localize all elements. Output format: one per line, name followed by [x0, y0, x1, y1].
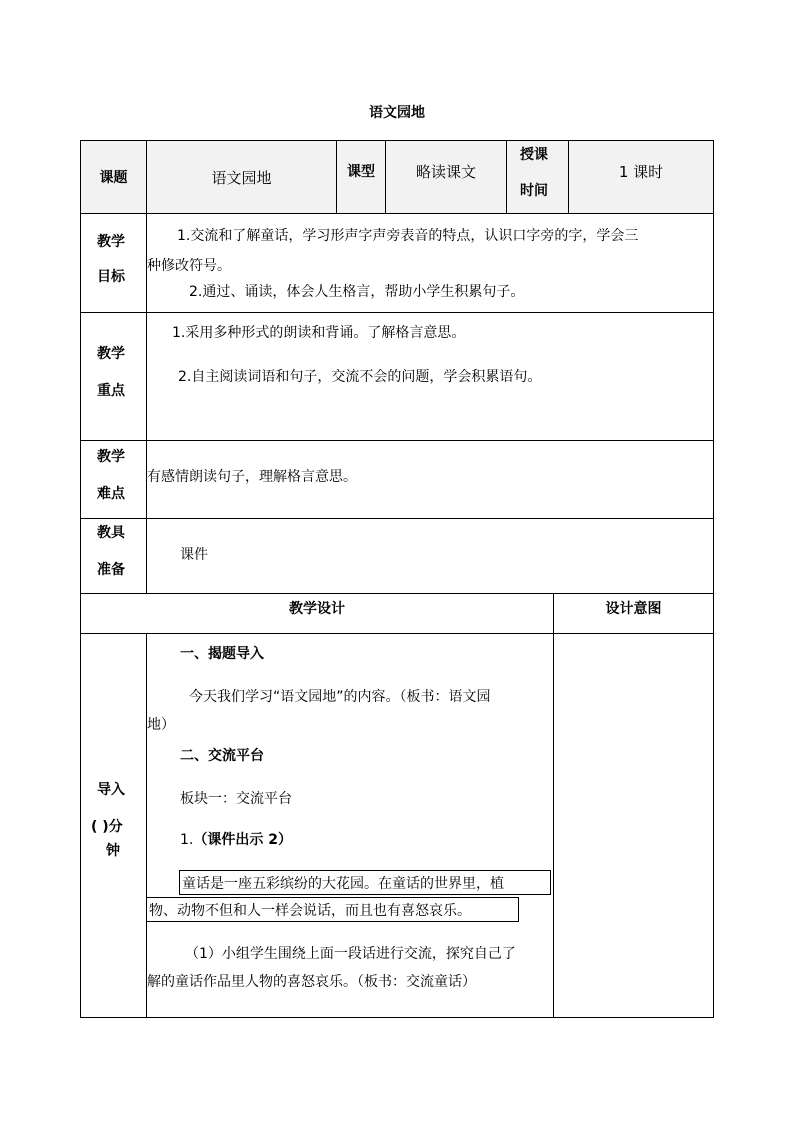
keypoints-content-cell	[146, 312, 714, 441]
intro-p2: 板块一：交流平台	[180, 791, 292, 807]
time-label-line2: 时间	[520, 183, 548, 199]
intro-heading-2: 二、交流平台	[180, 748, 264, 764]
objectives-label-line1: 教学	[97, 234, 125, 250]
objectives-line1: 1.交流和了解童话，学习形声字声旁表音的特点，认识口字旁的字，学会三	[177, 228, 639, 244]
tools-label-line1: 教具	[97, 525, 125, 541]
intro-p4-line1: （1）小组学生围绕上面一段话进行交流，探究自己了	[185, 946, 516, 962]
objectives-label-line2: 目标	[97, 269, 125, 285]
topic-value-cell	[146, 140, 337, 214]
type-label: 课型	[347, 164, 375, 180]
type-value: 略读课文	[415, 163, 476, 181]
time-label-cell	[506, 140, 569, 214]
difficulties-label-cell	[80, 440, 147, 519]
design-header-left-cell	[80, 593, 554, 634]
keypoints-line1: 1.采用多种形式的朗读和背诵。了解格言意思。	[172, 325, 466, 341]
design-header-left: 教学设计	[289, 601, 345, 617]
tools-line1: 课件	[180, 547, 208, 563]
topic-value: 语文园地	[211, 168, 272, 187]
intro-intent-cell	[553, 633, 714, 1018]
objectives-content-cell	[146, 213, 714, 313]
time-value-cell	[568, 140, 714, 214]
intro-p3-num: 1.	[180, 832, 194, 848]
difficulties-label-line2: 难点	[97, 486, 125, 502]
difficulties-line1: 有感情朗读句子，理解格言意思。	[147, 469, 357, 485]
keypoints-line2: 2.自主阅读词语和句子，交流不会的问题，学会积累语句。	[178, 369, 542, 385]
boxed-quote-line1: 童话是一座五彩缤纷的大花园。在童话的世界里，植	[182, 876, 504, 892]
intro-p4-line2: 解的童话作品里人物的喜怒哀乐。（板书：交流童话）	[147, 974, 476, 990]
boxed-quote-line2: 物、动物不但和人一样会说话，而且也有喜怒哀乐。	[149, 903, 471, 919]
objectives-label-cell	[80, 213, 147, 313]
objectives-line3: 2.通过、诵读，体会人生格言，帮助小学生积累句子。	[189, 284, 525, 300]
intro-label-line3: 钟	[106, 843, 120, 859]
time-label-line1: 授课	[520, 147, 548, 163]
intro-heading-1: 一、揭题导入	[180, 646, 264, 662]
design-header-right: 设计意图	[605, 601, 662, 617]
type-label-cell	[336, 140, 386, 214]
tools-content-cell	[146, 518, 714, 594]
keypoints-label-line2: 重点	[97, 383, 125, 399]
objectives-line2: 种修改符号。	[147, 258, 231, 274]
keypoints-label-line1: 教学	[97, 346, 125, 362]
intro-p1-line1: 今天我们学习“语文园地”的内容。（板书：语文园	[189, 689, 491, 705]
intro-label-cell	[80, 633, 147, 1018]
time-value: 1 课时	[618, 163, 664, 181]
keypoints-label-cell	[80, 312, 147, 441]
type-value-cell	[385, 140, 507, 214]
intro-content-cell	[146, 633, 554, 1018]
design-header-right-cell	[553, 593, 714, 634]
intro-label-line1: 导入	[97, 782, 125, 798]
intro-p1-line2: 地）	[147, 717, 175, 733]
tools-label-line2: 准备	[97, 562, 125, 578]
intro-p3	[180, 829, 292, 849]
tools-label-cell	[80, 518, 147, 594]
intro-label-line2: ( )分	[91, 819, 123, 835]
topic-label-cell	[80, 140, 147, 214]
document-title: 语文园地	[369, 105, 425, 121]
difficulties-content-cell	[146, 440, 714, 519]
intro-p3-bold: （课件出示 2）	[193, 832, 292, 848]
topic-label: 课题	[99, 170, 128, 186]
difficulties-label-line1: 教学	[97, 449, 125, 465]
